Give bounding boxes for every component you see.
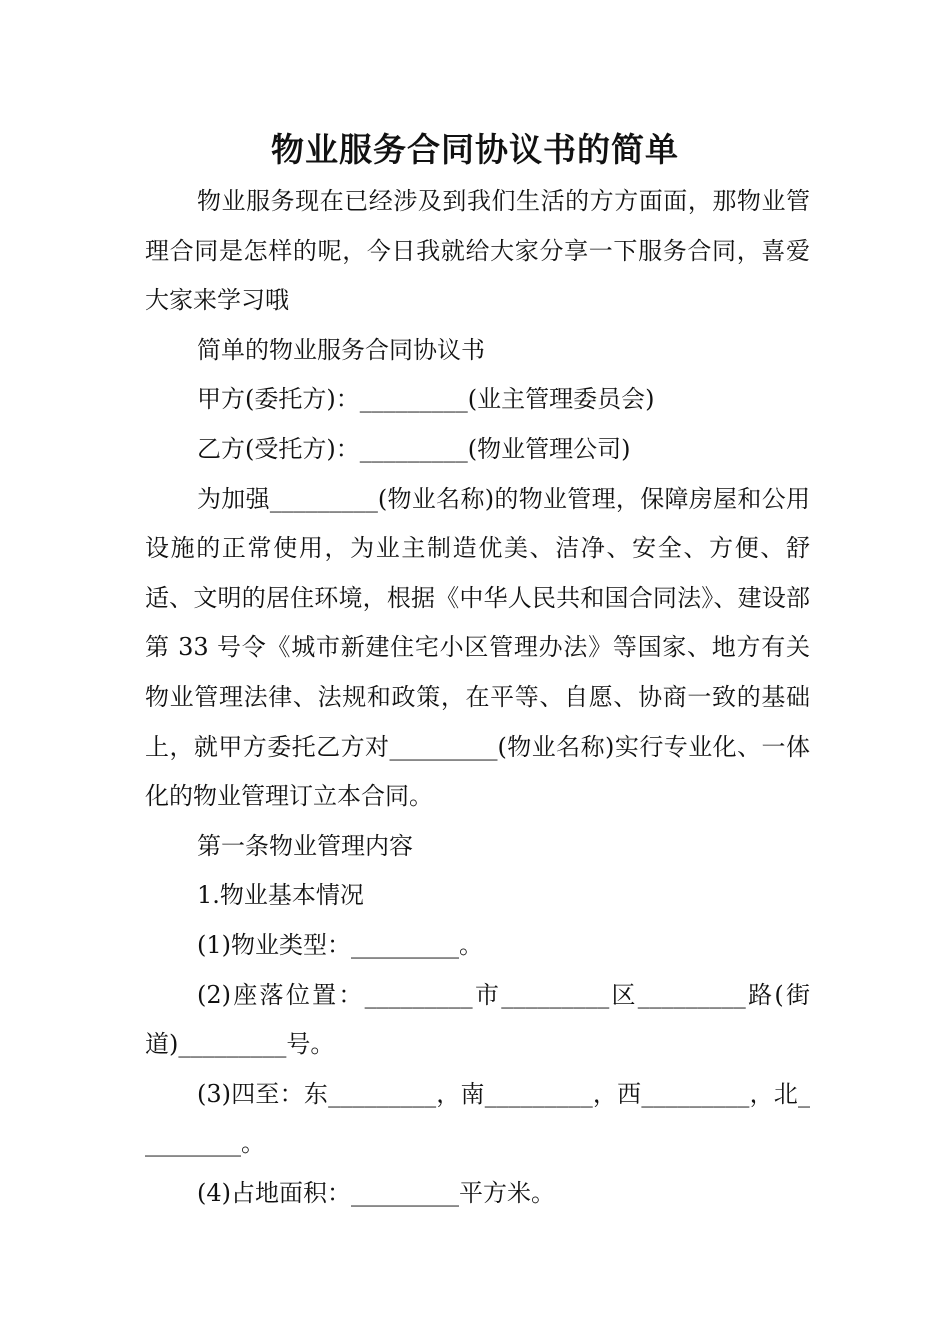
contract-subtitle: 简单的物业服务合同协议书 — [197, 335, 485, 364]
document-title: 物业服务合同协议书的简单 — [271, 130, 679, 169]
party-a-line: 甲方(委托方)：_________(业主管理委员会) — [197, 385, 655, 414]
property-type-line: (1)物业类型：_________。 — [197, 930, 483, 959]
intro-paragraph: 物业服务现在已经涉及到我们生活的方方面面，那物业管理合同是怎样的呢，今日我就给大家分享一下服务合同，喜爱大家来学习哦 — [145, 187, 810, 315]
party-b-line: 乙方(受托方)：_________(物业管理公司) — [197, 434, 631, 463]
boundaries-line: (3)四至：东_________，南_________，西_________，北_________。 — [145, 1079, 810, 1158]
location-line: (2)座落位置：_________市_________区_________路(街道)_________号。 — [145, 980, 810, 1059]
section-1-heading: 1.物业基本情况 — [197, 881, 364, 910]
land-area-line: (4)占地面积：_________平方米。 — [197, 1178, 555, 1207]
article-1-heading: 第一条物业管理内容 — [197, 831, 413, 860]
document-body — [145, 177, 810, 1218]
preamble-paragraph: 为加强_________(物业名称)的物业管理，保障房屋和公用设施的正常使用，为业主制造优美、洁净、安全、方便、舒适、文明的居住环境，根据《中华人民共和国合同法》、建设部第 33 号令《城市新建住宅小区管理办法》等国家、地方有关物业管理法律、法规和政策，在平等、自愿、协商一致的基础上，就甲方委托乙方对_________(物业名称)实行专业化、一体化的物业管理订立本合同。 — [145, 484, 810, 811]
